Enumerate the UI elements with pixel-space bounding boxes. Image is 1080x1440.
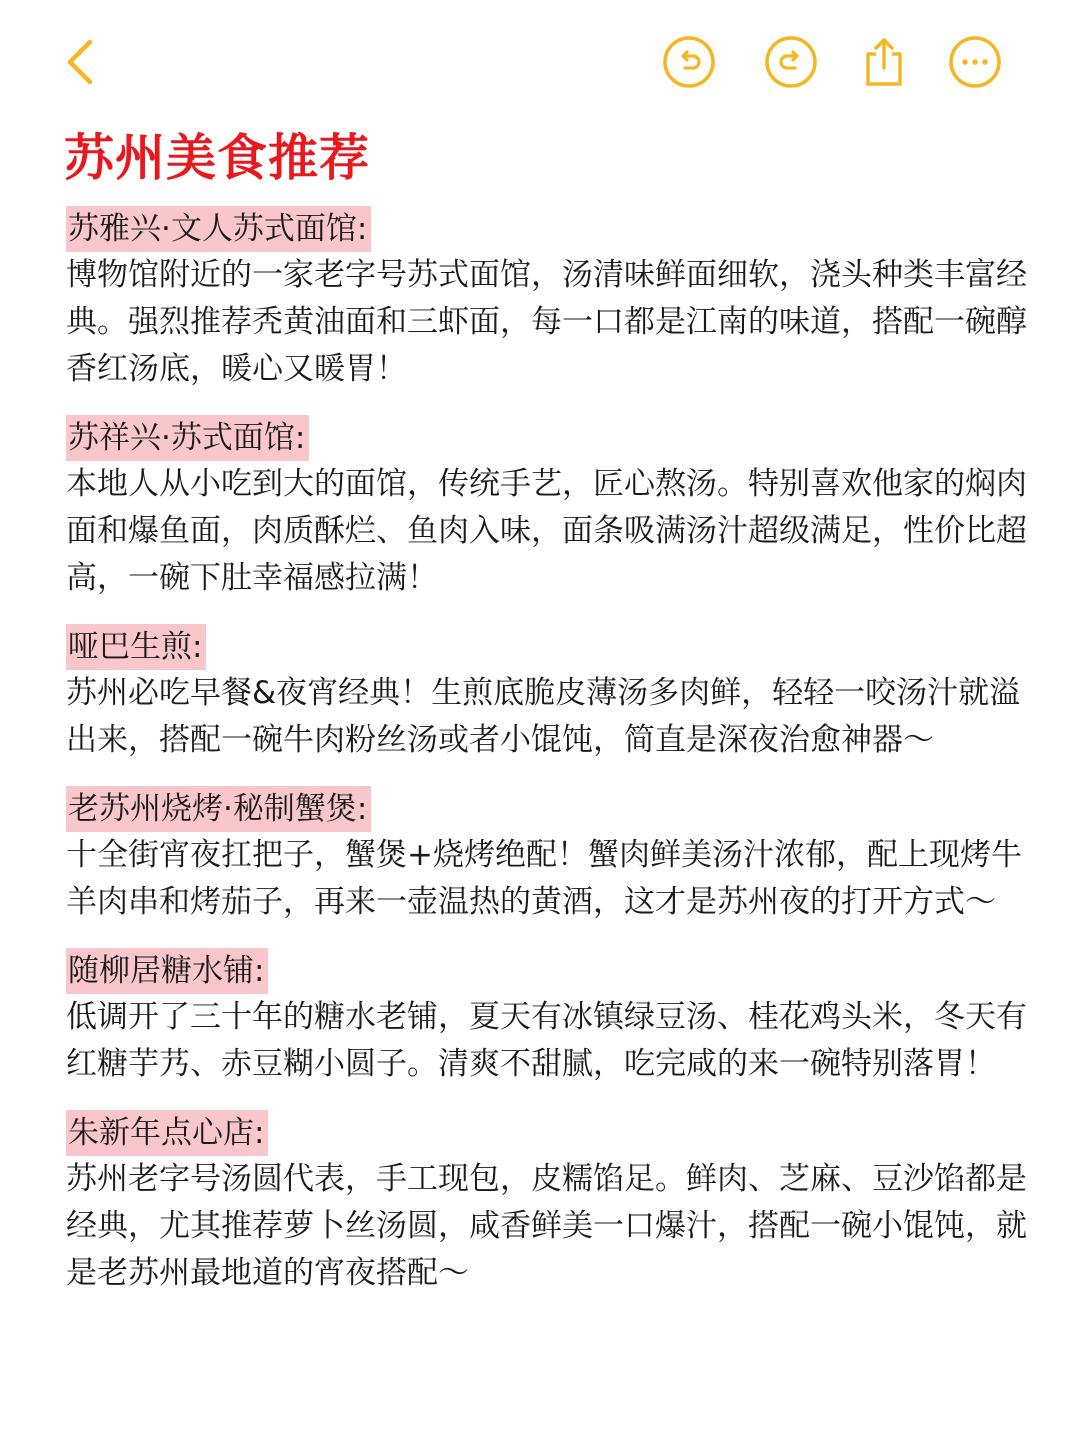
note-section — [66, 624, 1046, 764]
section-heading: 哑巴生煎: — [66, 624, 206, 670]
section-text: 低调开了三十年的糖水老铺，夏天有冰镇绿豆汤、桂花鸡头米，冬天有红糖芋艿、赤豆糊小圆子。清爽不甜腻，吃完咸的来一碗特别落胃！ — [66, 999, 1027, 1082]
back-button[interactable] — [54, 34, 110, 90]
note-section — [66, 786, 1046, 926]
section-text: 博物馆附近的一家老字号苏式面馆，汤清味鲜面细软，浇头种类丰富经典。强烈推荐秃黄油面和三虾面，每一口都是江南的味道，搭配一碗醇香红汤底，暖心又暖胃！ — [66, 257, 1027, 387]
more-button[interactable] — [947, 34, 1003, 90]
section-text: 十全街宵夜扛把子，蟹煲+烧烤绝配！蟹肉鲜美汤汁浓郁，配上现烤牛羊肉串和烤茄子，再来一壶温热的黄酒，这才是苏州夜的打开方式～ — [66, 837, 1022, 920]
note-body[interactable] — [66, 206, 1046, 1319]
note-title: 苏州美食推荐 — [64, 129, 370, 187]
share-icon — [856, 34, 912, 90]
section-heading: 老苏州烧烤·秘制蟹煲: — [66, 786, 371, 832]
share-button[interactable] — [856, 34, 912, 90]
section-heading: 苏祥兴·苏式面馆: — [66, 415, 309, 461]
section-heading: 朱新年点心店: — [66, 1110, 268, 1156]
redo-button[interactable] — [763, 34, 819, 90]
section-heading: 随柳居糖水铺: — [66, 948, 268, 994]
section-heading: 苏雅兴·文人苏式面馆: — [66, 206, 371, 252]
more-icon — [947, 34, 1003, 90]
chevron-left-icon — [54, 34, 110, 90]
note-section — [66, 415, 1046, 602]
section-text: 苏州必吃早餐&夜宵经典！生煎底脆皮薄汤多肉鲜，轻轻一咬汤汁就溢出来，搭配一碗牛肉粉丝汤或者小馄饨，简直是深夜治愈神器～ — [66, 675, 1021, 758]
section-text: 苏州老字号汤圆代表，手工现包，皮糯馅足。鲜肉、芝麻、豆沙馅都是经典，尤其推荐萝卜丝汤圆，咸香鲜美一口爆汁，搭配一碗小馄饨，就是老苏州最地道的宵夜搭配～ — [66, 1161, 1027, 1291]
note-section — [66, 948, 1046, 1088]
note-section — [66, 206, 1046, 393]
note-section — [66, 1110, 1046, 1297]
undo-button[interactable] — [661, 34, 717, 90]
redo-icon — [763, 34, 819, 90]
section-text: 本地人从小吃到大的面馆，传统手艺，匠心熬汤。特别喜欢他家的焖肉面和爆鱼面，肉质酥烂、鱼肉入味，面条吸满汤汁超级满足，性价比超高，一碗下肚幸福感拉满！ — [66, 466, 1027, 596]
toolbar — [0, 0, 1080, 120]
undo-icon — [661, 34, 717, 90]
